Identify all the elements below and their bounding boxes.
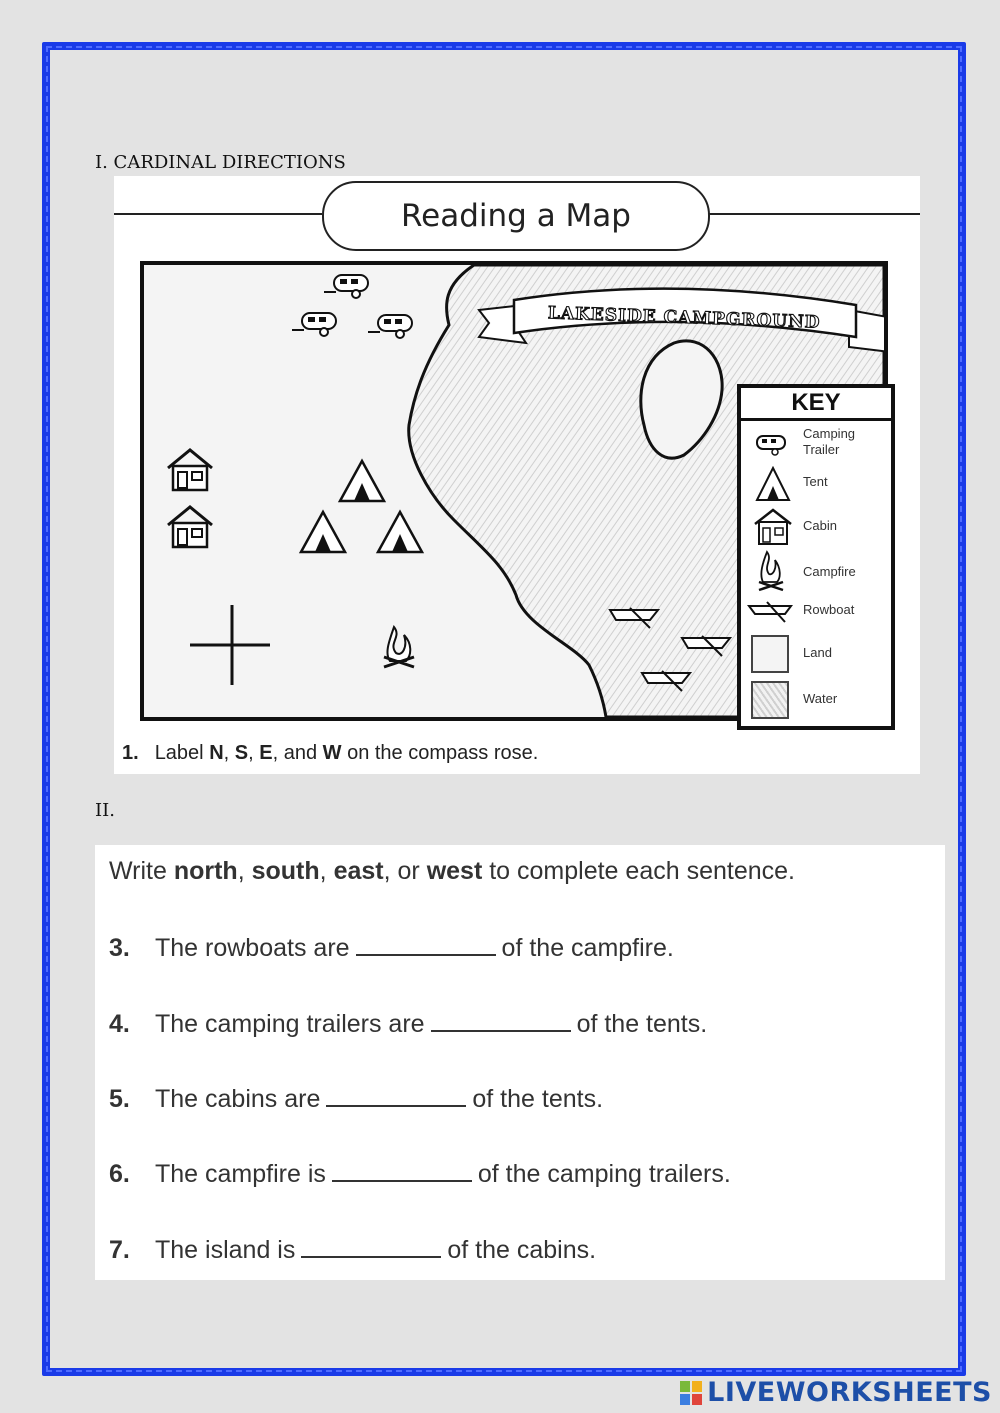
land-swatch: [751, 635, 789, 673]
trailer-icon: [753, 432, 793, 458]
rowboat-icon: [747, 600, 797, 626]
trailer-icon: [292, 313, 336, 336]
key-item-land: [741, 633, 891, 673]
questions-intro: Write north, south, east, or west to complete each sentence.: [109, 857, 795, 885]
map-heading: Reading a Map: [322, 181, 710, 251]
key-item-tent: [741, 466, 891, 506]
cabin-icon: [168, 507, 212, 547]
map-panel: [114, 176, 920, 774]
question-7: 7. The island is of the cabins.: [109, 1236, 597, 1264]
section-title-2: II.: [95, 800, 115, 821]
key-item-trailer: [741, 426, 891, 466]
banner-text: LAKESIDE CAMPGROUND: [547, 303, 821, 333]
answer-blank-5[interactable]: [326, 1083, 466, 1107]
key-item-water: [741, 679, 891, 719]
question-5: 5. The cabins are of the tents.: [109, 1085, 604, 1113]
water-swatch: [751, 681, 789, 719]
tent-icon: [340, 461, 384, 501]
question-6: 6. The campfire is of the camping trailers.: [109, 1160, 731, 1188]
trailer-icon: [324, 275, 368, 298]
question-4: 4. The camping trailers are of the tents.: [109, 1010, 708, 1038]
key-label-campfire: Campfire: [803, 564, 856, 579]
liveworksheets-logo-icon: [679, 1380, 703, 1406]
key-label-land: Land: [803, 645, 832, 660]
map-instruction: 1. Label N, S, E, and W on the compass rose.: [122, 742, 539, 764]
answer-blank-3[interactable]: [356, 932, 496, 956]
section-title-cardinal-directions: I. CARDINAL DIRECTIONS: [95, 152, 346, 173]
liveworksheets-watermark: [679, 1377, 992, 1408]
key-label-trailer: Camping Trailer: [803, 426, 856, 457]
map-key: [737, 384, 895, 730]
tent-icon: [378, 512, 422, 552]
answer-blank-7[interactable]: [301, 1234, 441, 1258]
campfire-icon: [384, 627, 414, 667]
key-item-cabin: [741, 508, 891, 548]
key-item-campfire: [741, 550, 891, 590]
key-label-cabin: Cabin: [803, 518, 837, 533]
trailer-icon: [368, 315, 412, 338]
answer-blank-6[interactable]: [332, 1158, 472, 1182]
cabin-icon: [168, 450, 212, 490]
questions-panel: [95, 845, 945, 1280]
campfire-icon: [755, 550, 789, 592]
tent-icon: [753, 466, 793, 502]
key-label-rowboat: Rowboat: [803, 602, 855, 617]
compass-rose: [190, 605, 270, 685]
tent-icon: [301, 512, 345, 552]
cabin-icon: [753, 508, 793, 546]
key-item-rowboat: [741, 596, 891, 636]
title-rule-right: [706, 213, 920, 215]
question-3: 3. The rowboats are of the campfire.: [109, 934, 674, 962]
key-label-tent: Tent: [803, 474, 828, 489]
answer-blank-4[interactable]: [431, 1008, 571, 1032]
key-label-water: Water: [803, 691, 838, 706]
watermark-text: LIVEWORKSHEETS: [707, 1377, 992, 1408]
title-rule-left: [114, 213, 322, 215]
key-title: KEY: [741, 388, 891, 421]
